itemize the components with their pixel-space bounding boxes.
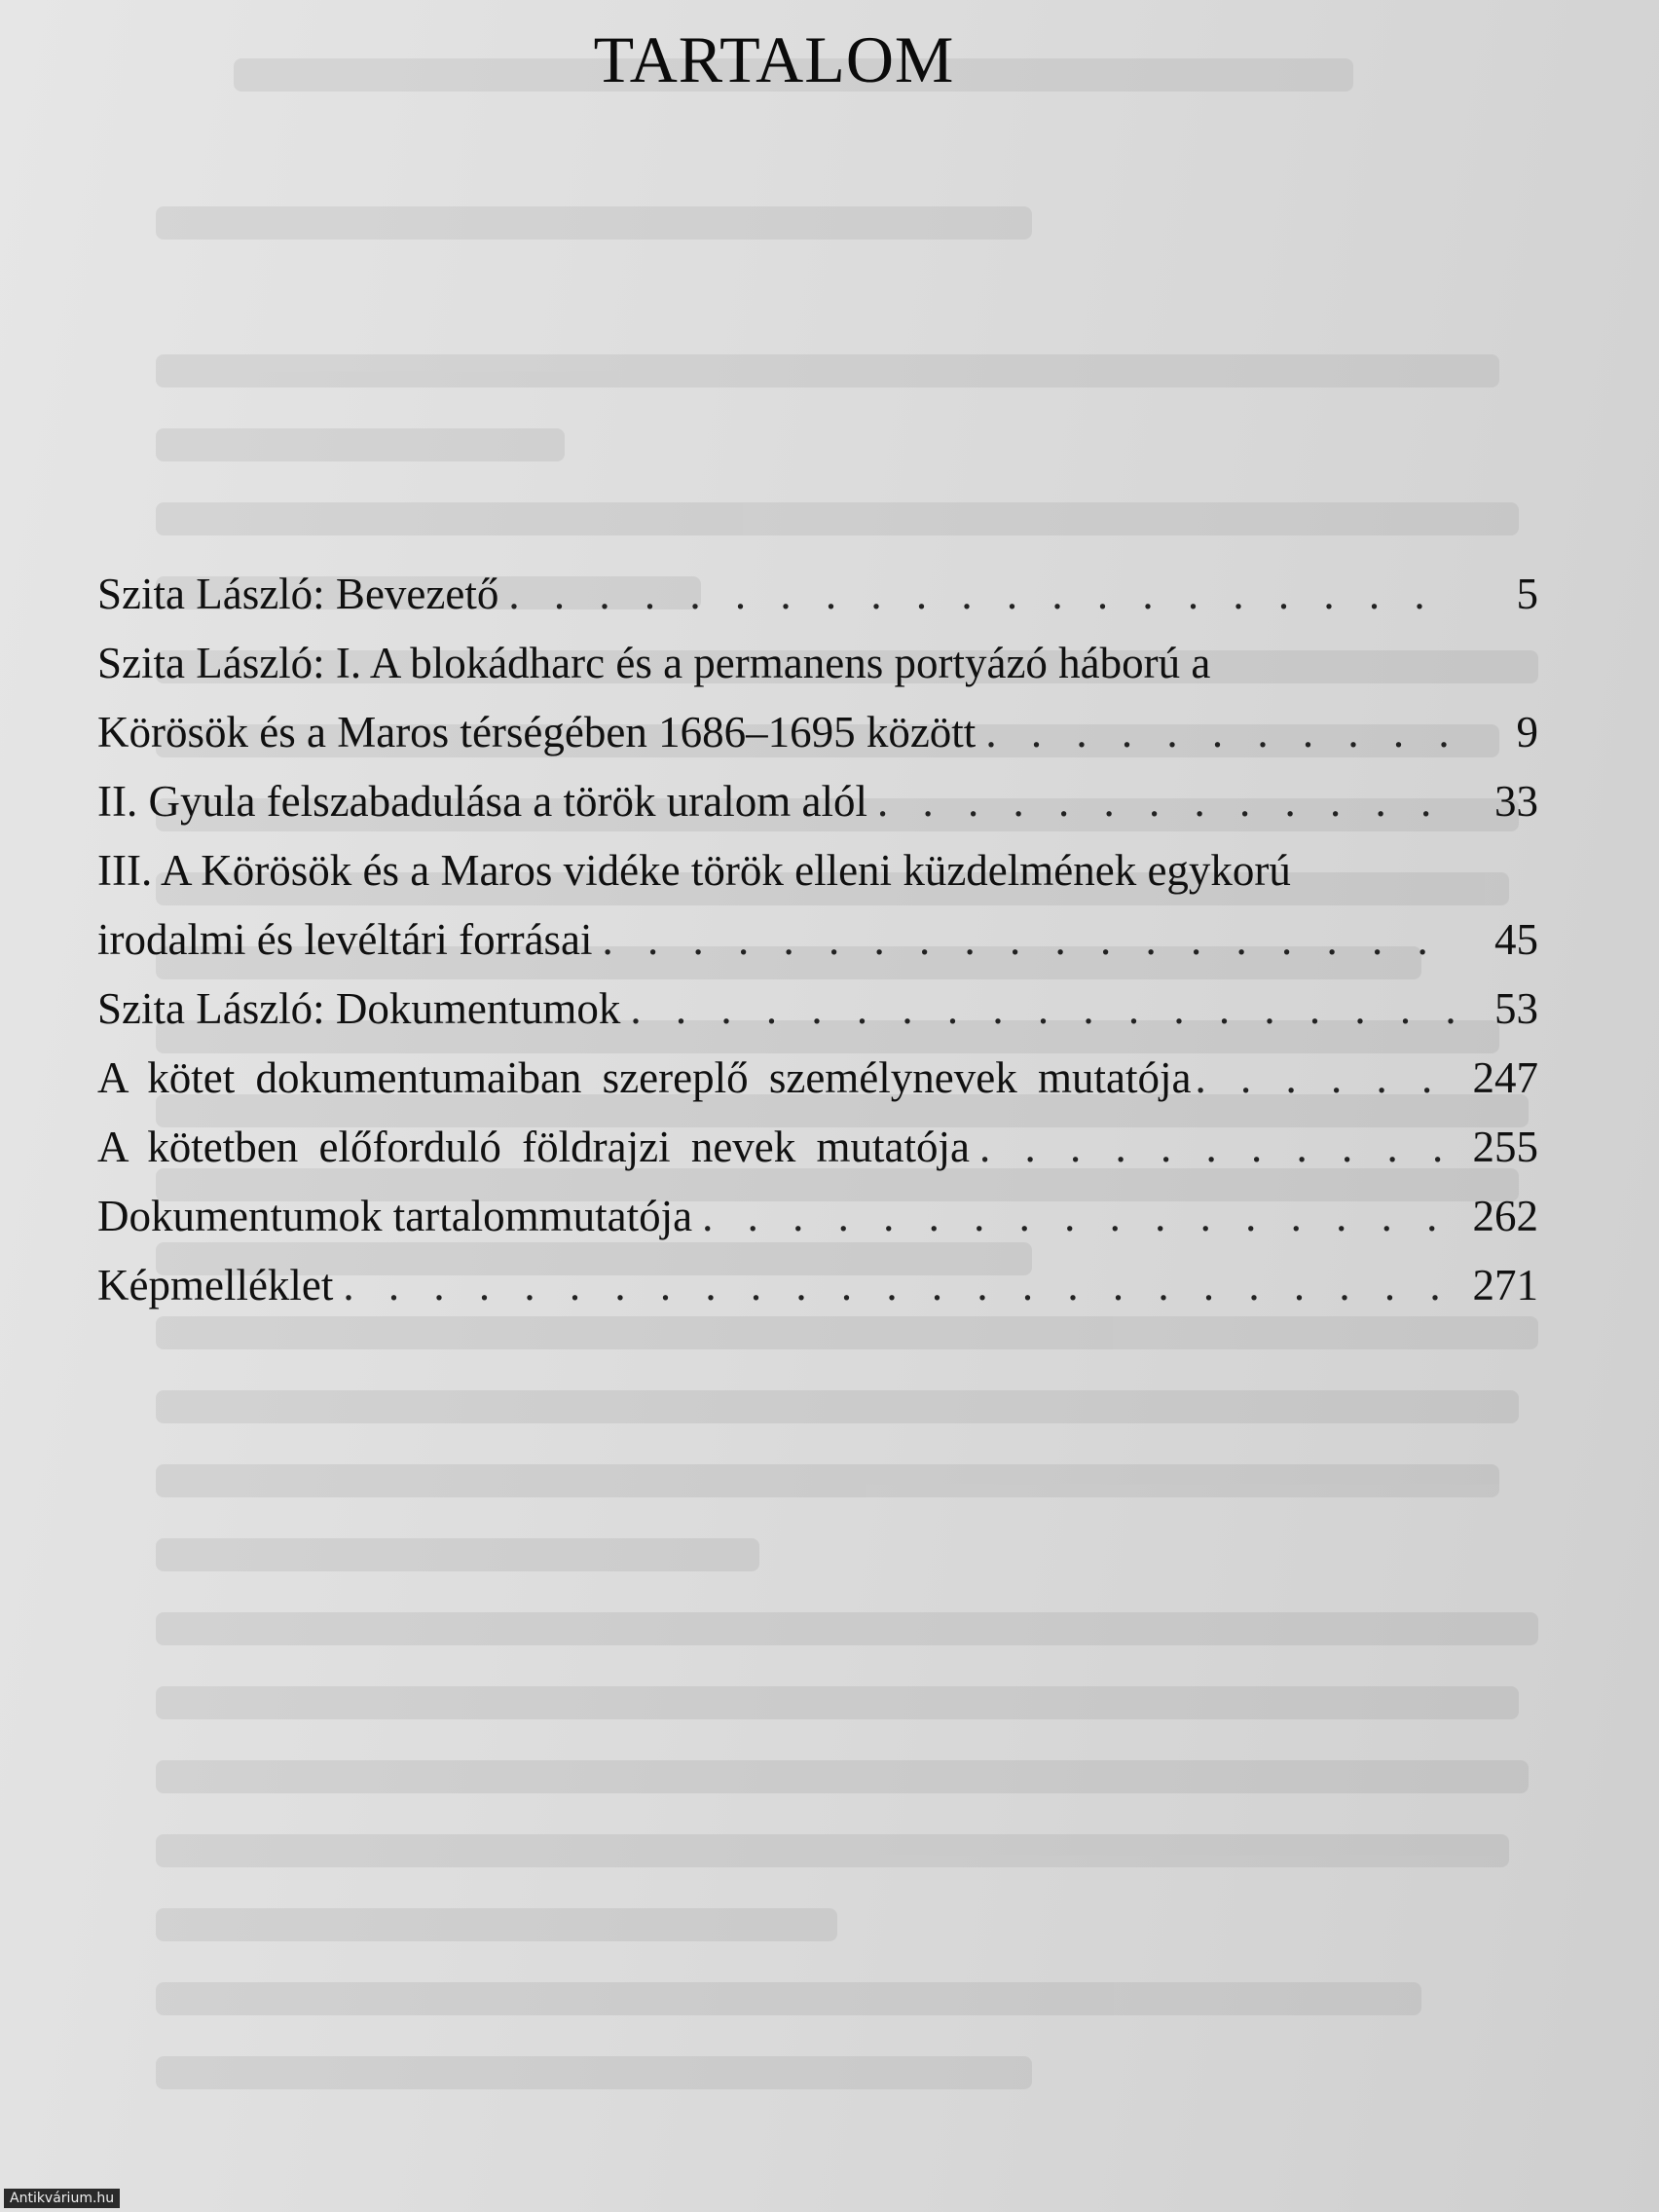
toc-entry-title: A kötetben előforduló földrajzi nevek mutatója bbox=[97, 1123, 970, 1171]
dot-leader bbox=[630, 975, 1456, 1044]
toc-entry[interactable] bbox=[97, 629, 1538, 698]
toc-entry-title: Szita László: Bevezető bbox=[97, 570, 499, 618]
toc-entry[interactable] bbox=[97, 836, 1538, 905]
dot-leader bbox=[1195, 1044, 1456, 1113]
dot-leader bbox=[877, 767, 1456, 836]
toc-entry-title: Szita László: Dokumentumok bbox=[97, 984, 621, 1033]
toc-entry-page: 262 bbox=[1472, 1192, 1538, 1240]
toc-entry-page: 5 bbox=[1516, 570, 1538, 618]
toc-entry[interactable] bbox=[97, 975, 1538, 1044]
toc-entry-title: Dokumentumok tartalommutatója bbox=[97, 1192, 693, 1240]
toc-entry-page: 33 bbox=[1494, 777, 1538, 826]
site-watermark: Antikvárium.hu bbox=[4, 2189, 120, 2208]
toc-entry-title: II. Gyula felszabadulása a török uralom alól bbox=[97, 777, 867, 826]
dot-leader bbox=[985, 698, 1456, 767]
toc-entry-page: 9 bbox=[1516, 708, 1538, 756]
toc-entry[interactable] bbox=[97, 560, 1538, 629]
toc-entry-page: 255 bbox=[1472, 1123, 1538, 1171]
toc-entry-page: 271 bbox=[1472, 1261, 1538, 1309]
table-of-contents bbox=[97, 560, 1538, 1320]
page-title: TARTALOM bbox=[593, 22, 955, 96]
dot-leader bbox=[343, 1251, 1456, 1320]
toc-entry-page: 45 bbox=[1494, 915, 1538, 964]
toc-entry-title: III. A Körösök és a Maros vidéke török elleni küzdelmének egykorú bbox=[97, 846, 1291, 895]
toc-entry[interactable] bbox=[97, 1044, 1538, 1113]
toc-entry-title: Szita László: I. A blokádharc és a permanens portyázó háború a bbox=[97, 639, 1211, 687]
toc-entry[interactable] bbox=[97, 1251, 1538, 1320]
dot-leader bbox=[603, 905, 1456, 975]
toc-entry-continuation[interactable] bbox=[97, 698, 1538, 767]
toc-entry-continuation[interactable] bbox=[97, 905, 1538, 975]
toc-entry-page: 53 bbox=[1494, 984, 1538, 1033]
dot-leader bbox=[979, 1113, 1456, 1182]
toc-entry-title: A kötet dokumentumaiban szereplő személynevek mutatója bbox=[97, 1053, 1192, 1102]
dot-leader bbox=[702, 1182, 1456, 1251]
toc-entry[interactable] bbox=[97, 767, 1538, 836]
toc-entry-title: Körösök és a Maros térségében 1686–1695 között bbox=[97, 708, 977, 756]
toc-entry-title: irodalmi és levéltári forrásai bbox=[97, 915, 593, 964]
toc-entry[interactable] bbox=[97, 1182, 1538, 1251]
toc-entry[interactable] bbox=[97, 1113, 1538, 1182]
toc-entry-title: Képmelléklet bbox=[97, 1261, 334, 1309]
dot-leader bbox=[508, 560, 1456, 629]
toc-entry-page: 247 bbox=[1472, 1053, 1538, 1102]
